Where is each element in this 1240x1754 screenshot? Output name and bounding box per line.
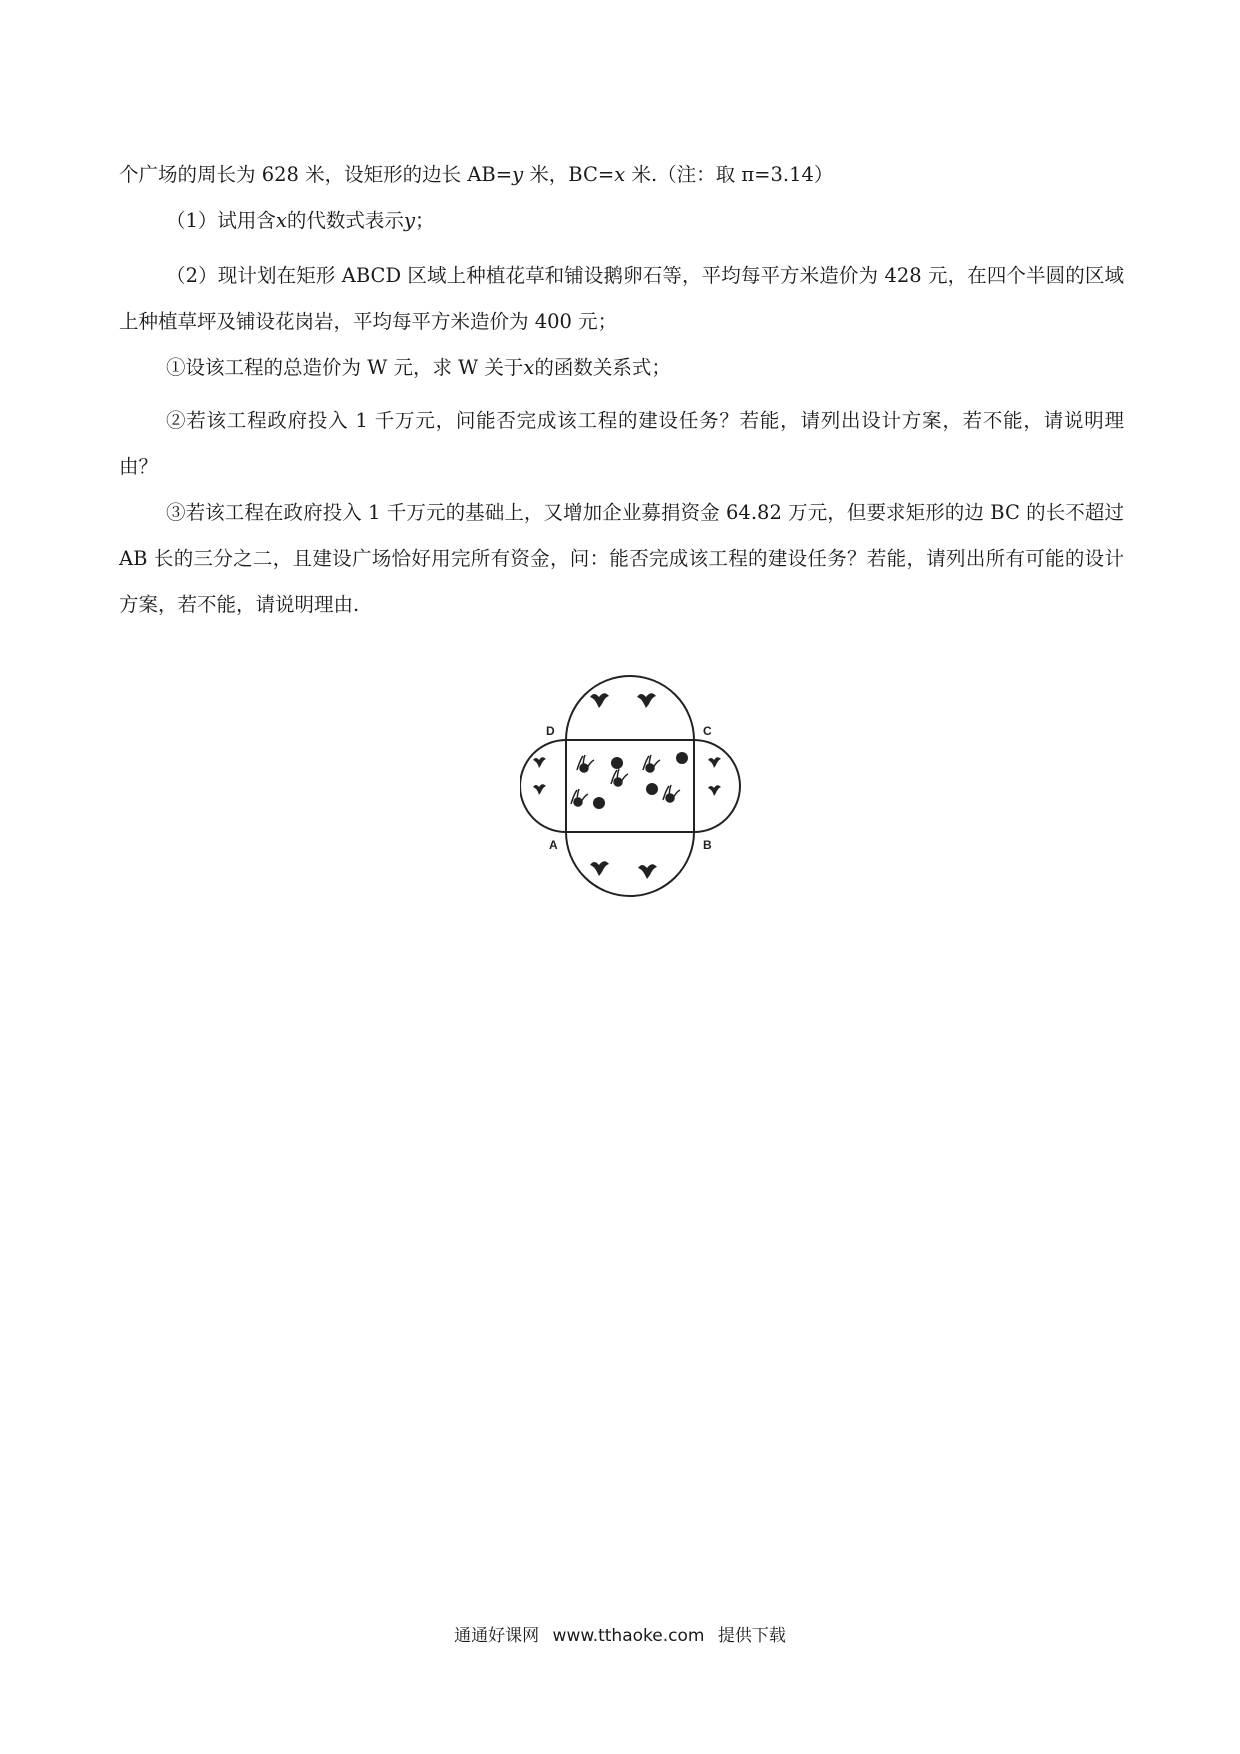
grass-icon [533,784,546,795]
footer-suffix: 提供下载 [717,1626,786,1646]
flower-icon [611,769,628,786]
grass-icon [638,864,657,879]
rectangle-abcd [566,740,694,832]
grass-icon [590,861,609,876]
sub-question-3: ③若该工程在政府投入 1 千万元的基础上，又增加企业募捐资金 64.82 万元，但要求矩形的边 BC 的长不超过 AB 长的三分之二，且建设广场恰好用完所有资金，问：能否完成该工程的建设任务？若能，请列出所有可能的设计方案，若不能，请说明理由. [119,501,1124,616]
pebble-icon [676,752,688,764]
question-1: （1）试用含x的代数式表示y； [166,209,435,232]
page-footer [0,1621,1240,1646]
pebble-icon [611,757,623,769]
pebble-icon [593,797,605,809]
grass-icon [708,757,721,768]
grass-icon [637,693,656,708]
flower-icon [663,785,680,802]
question-2: （2）现计划在矩形 ABCD 区域上种植花草和铺设鹅卵石等，平均每平方米造价为 428 元，在四个半圆的区域上种植草坪及铺设花岗岩，平均每平方米造价为 400 元； [119,264,1124,333]
sub-question-2: ②若该工程政府投入 1 千万元，问能否完成该工程的建设任务？若能，请列出设计方案，若不能，请说明理由？ [119,409,1124,478]
footer-url: www.tthaoke.com [552,1626,705,1646]
grass-icon [533,757,546,768]
grass-icon [590,693,609,708]
flower-icon [643,755,660,772]
label-c: C [703,724,712,738]
problem-line-1: 个广场的周长为 628 米，设矩形的边长 AB=y 米，BC=x 米.（注：取 π=3.14） [119,163,834,186]
plaza-figure [520,665,785,925]
pebble-icon [646,783,658,795]
top-semicircle [566,676,694,740]
sub-question-1: ①设该工程的总造价为 W 元，求 W 关于x的函数关系式； [166,356,671,379]
flower-icon [571,789,588,806]
footer-site-name: 通通好课网 [454,1626,540,1646]
label-a: A [549,838,558,852]
label-b: B [703,838,712,852]
bottom-semicircle [566,832,694,896]
grass-icon [708,785,721,796]
label-d: D [546,724,555,738]
flower-icon [577,755,594,772]
